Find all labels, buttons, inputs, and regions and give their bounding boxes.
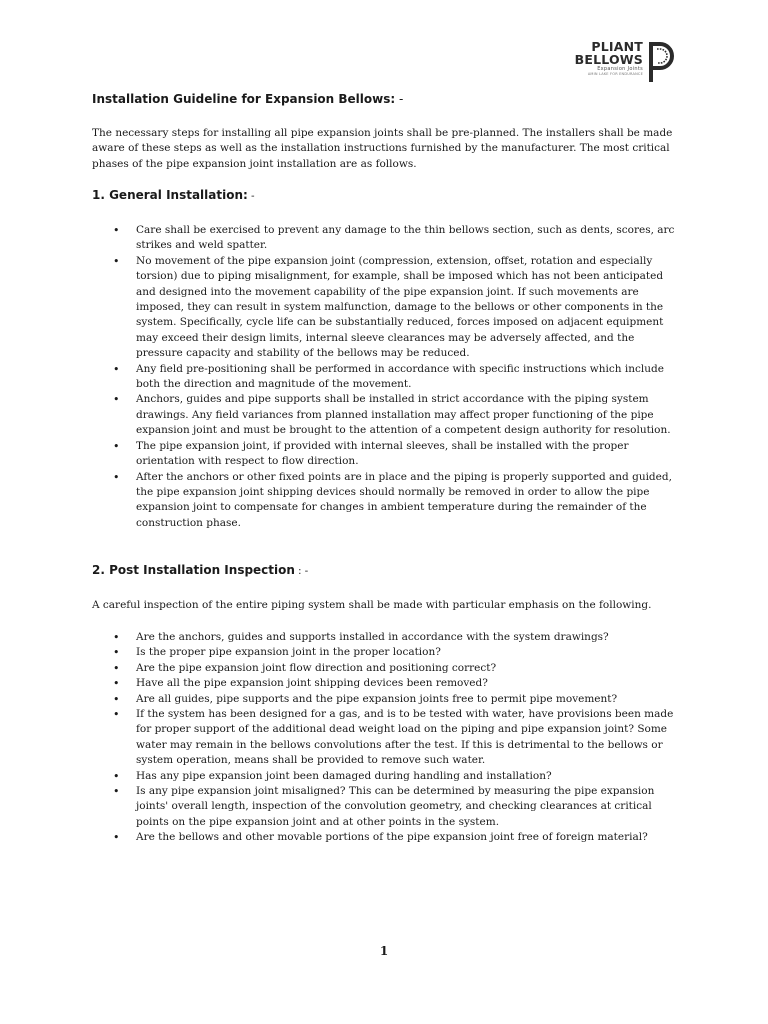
logo-text [575,40,643,76]
list-item: • Are all guides, pipe supports and the pipe expansion joints free to permit pipe movement? [136,692,676,707]
company-logo [575,40,676,84]
section-1-heading-suffix: - [247,191,255,202]
section-1-list [136,223,676,531]
intro-paragraph: The necessary steps for installing all pipe expansion joints shall be pre-planned. The installers shall be made aware of these steps as well as the installation instructions furnished by the manufacturer. The most critical phases of the pipe expansion joint installation are as follows. [92,127,673,170]
section-2-heading [92,563,308,577]
list-item: • Any field pre-positioning shall be performed in accordance with specific instructions which include both the direction and magnitude of the movement. [136,362,676,393]
bellows-p-icon [646,40,676,84]
list-item: • Care shall be exercised to prevent any damage to the thin bellows section, such as dents, scores, arc strikes and weld spatter. [136,223,676,254]
section-2-heading-suffix: : - [294,566,309,577]
logo-subtitle: Expansion Joints [597,66,643,72]
list-item: • If the system has been designed for a gas, and is to be tested with water, have provisions been made for proper support of the additional dead weight load on the piping and pipe expansion joint? Some water may remain in the bellows convolutions after the test. If this is detrimental to the bellows or system operation, means shall be provided to remove such water. [136,707,676,769]
document-title-text: Installation Guideline for Expansion Bellows: [92,92,396,106]
logo-line1: PLIANT [591,39,643,54]
list-item: • Are the bellows and other movable portions of the pipe expansion joint free of foreign material? [136,830,676,845]
list-item: • Anchors, guides and pipe supports shall be installed in strict accordance with the piping system drawings. Any field variances from planned installation may affect proper functioning of the pipe expansion joint and must be brought to the attention of a competent design authority for resolution. [136,392,676,438]
list-item: • Is the proper pipe expansion joint in the proper location? [136,645,676,660]
section-2-intro: A careful inspection of the entire piping system shall be made with particular emphasis on the following. [92,599,652,611]
list-item: • No movement of the pipe expansion joint (compression, extension, offset, rotation and especially torsion) due to piping misalignment, for example, shall be imposed which has not been anticipated and designed into the movement capability of the pipe expansion joint. If such movements are imposed, they can result in system malfunction, damage to the bellows or other components in the system. Specifically, cycle life can be substantially reduced, forces imposed on adjacent equipment may exceed their design limits, internal sleeve clearances may be adversely affected, and the pressure capacity and stability of the bellows may be reduced. [136,254,676,362]
section-1-heading [92,188,255,202]
document-title [92,92,403,106]
list-item: • After the anchors or other fixed points are in place and the piping is properly supported and guided, the pipe expansion joint shipping devices should normally be removed in order to allow the pipe expansion joint to compensate for changes in ambient temperature during the remainder of the construction phase. [136,470,676,532]
list-item: • Is any pipe expansion joint misaligned? This can be determined by measuring the pipe expansion joints' overall length, inspection of the convolution geometry, and checking clearances at critical points on the pipe expansion joint and at other points in the system. [136,784,676,830]
list-item: • Are the pipe expansion joint flow direction and positioning correct? [136,661,676,676]
section-2-list [136,630,676,846]
section-1-heading-text: 1. General Installation: [92,188,248,202]
list-item: • Have all the pipe expansion joint shipping devices been removed? [136,676,676,691]
logo-line2: BELLOWS [574,52,643,67]
section-2-heading-text: 2. Post Installation Inspection [92,563,295,577]
page-number: 1 [379,944,389,958]
list-item: • Are the anchors, guides and supports installed in accordance with the system drawings? [136,630,676,645]
logo-tagline: AMIN LAKE FOR ENDURANCE [587,72,643,76]
document-title-suffix: - [395,92,404,106]
list-item: • The pipe expansion joint, if provided with internal sleeves, shall be installed with the proper orientation with respect to flow direction. [136,439,676,470]
list-item: • Has any pipe expansion joint been damaged during handling and installation? [136,769,676,784]
